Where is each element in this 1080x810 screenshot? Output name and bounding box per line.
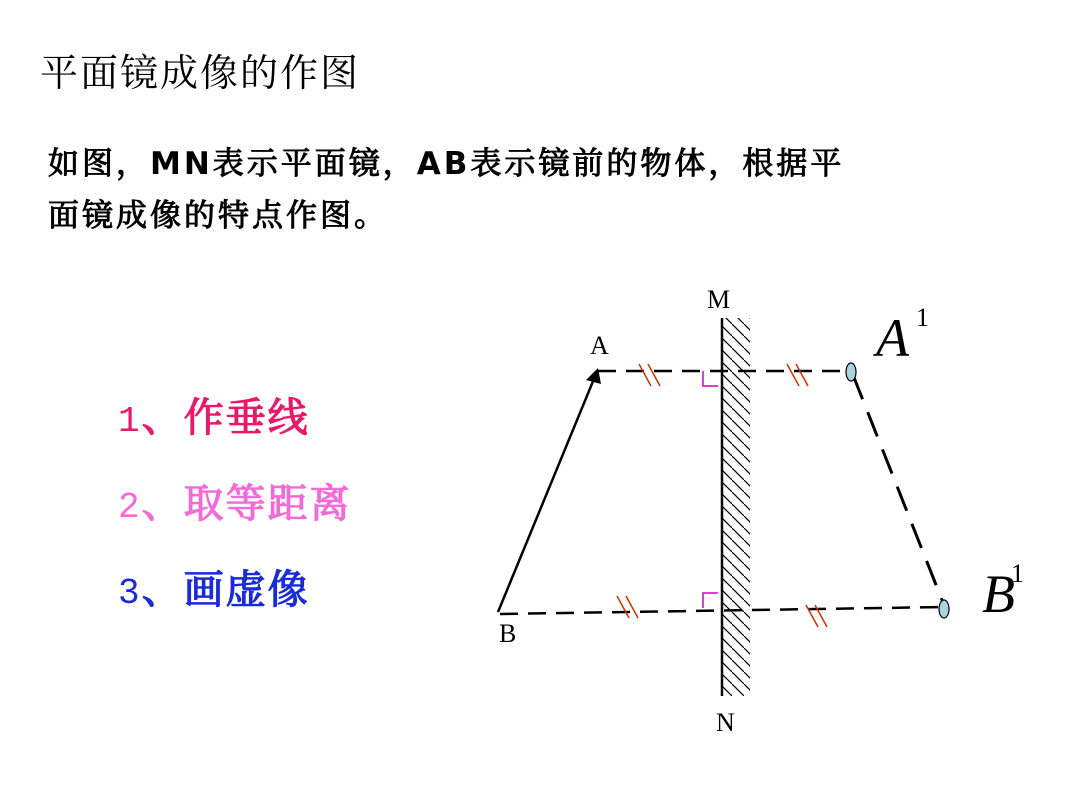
right-angle-mark-a: [703, 371, 718, 386]
object-ab: [498, 374, 596, 612]
problem-line-1: 如图，MN表示平面镜，AB表示镜前的物体，根据平: [48, 146, 845, 182]
step-3-separator: 、: [141, 567, 184, 613]
label-a-prime: A: [876, 308, 909, 368]
equal-tick-a-left: [639, 364, 660, 386]
step-3-number: 3: [118, 573, 142, 614]
label-n: N: [716, 708, 735, 737]
step-1-number: 1: [118, 401, 142, 442]
right-angle-mark-b: [703, 593, 718, 608]
slide-title: 平面镜成像的作图: [40, 51, 361, 95]
label-m: M: [707, 285, 731, 314]
label-b-prime-superscript: 1: [1011, 559, 1024, 588]
equal-tick-a-right: [787, 364, 808, 386]
label-b-prime: B: [982, 564, 1015, 624]
step-1-text: 作垂线: [183, 395, 310, 441]
problem-line-2: 面镜成像的特点作图。: [48, 198, 388, 234]
image-point-a: [846, 363, 856, 381]
mirror-hatching: [722, 318, 750, 696]
step-2-text: 取等距离: [183, 481, 352, 527]
label-a: A: [590, 331, 609, 360]
equal-tick-b-left: [617, 596, 638, 618]
label-a-prime-superscript: 1: [916, 303, 929, 332]
step-3-text: 画虚像: [183, 567, 310, 613]
step-1-separator: 、: [141, 395, 184, 441]
virtual-image-ab: [853, 375, 944, 605]
label-b: B: [499, 619, 517, 648]
step-2-separator: 、: [141, 481, 184, 527]
image-point-b: [939, 600, 949, 618]
step-2-number: 2: [118, 487, 142, 528]
